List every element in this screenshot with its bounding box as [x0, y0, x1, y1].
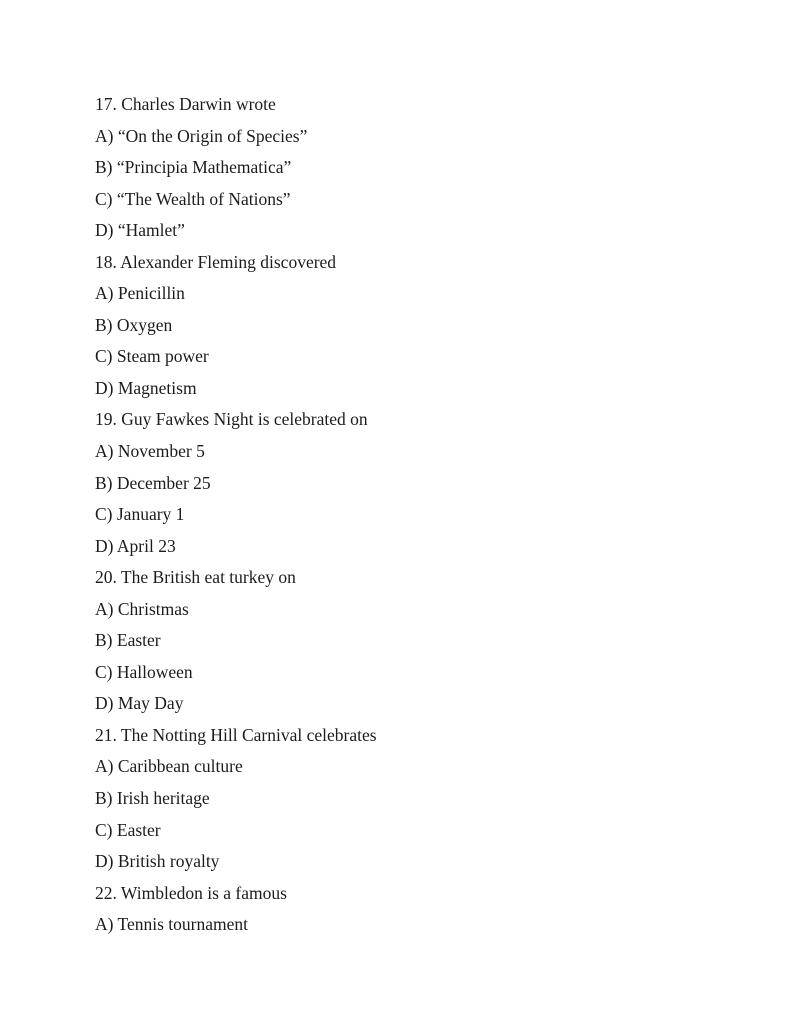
option-18-b: B) Oxygen [95, 314, 173, 335]
option-19-a: A) November 5 [95, 441, 205, 462]
option-17-b: B) “Principia Mathematica” [95, 157, 292, 178]
question-18: 18. Alexander Fleming discovered [95, 251, 337, 272]
option-17-d: D) “Hamlet” [95, 220, 185, 241]
option-17-c: C) “The Wealth of Nations” [95, 188, 291, 209]
option-20-d: D) May Day [95, 693, 184, 714]
option-18-a: A) Penicillin [95, 283, 185, 304]
option-18-c: C) Steam power [95, 346, 209, 367]
option-19-d: D) April 23 [95, 535, 176, 556]
question-21: 21. The Notting Hill Carnival celebrates [95, 724, 377, 745]
option-21-b: B) Irish heritage [95, 788, 210, 809]
question-22: 22. Wimbledon is a famous [95, 882, 287, 903]
question-20: 20. The British eat turkey on [95, 567, 296, 588]
option-21-a: A) Caribbean culture [95, 756, 243, 777]
option-20-c: C) Halloween [95, 661, 193, 682]
question-19: 19. Guy Fawkes Night is celebrated on [95, 409, 368, 430]
option-17-a: A) “On the Origin of Species” [95, 125, 308, 146]
option-22-a: A) Tennis tournament [95, 914, 249, 935]
option-18-d: D) Magnetism [95, 377, 197, 398]
option-20-b: B) Easter [95, 630, 161, 651]
option-21-c: C) Easter [95, 819, 161, 840]
option-19-c: C) January 1 [95, 504, 185, 525]
option-21-d: D) British royalty [95, 851, 220, 872]
option-19-b: B) December 25 [95, 472, 211, 493]
option-20-a: A) Christmas [95, 598, 189, 619]
question-17: 17. Charles Darwin wrote [95, 94, 276, 114]
quiz-content [95, 93, 735, 945]
